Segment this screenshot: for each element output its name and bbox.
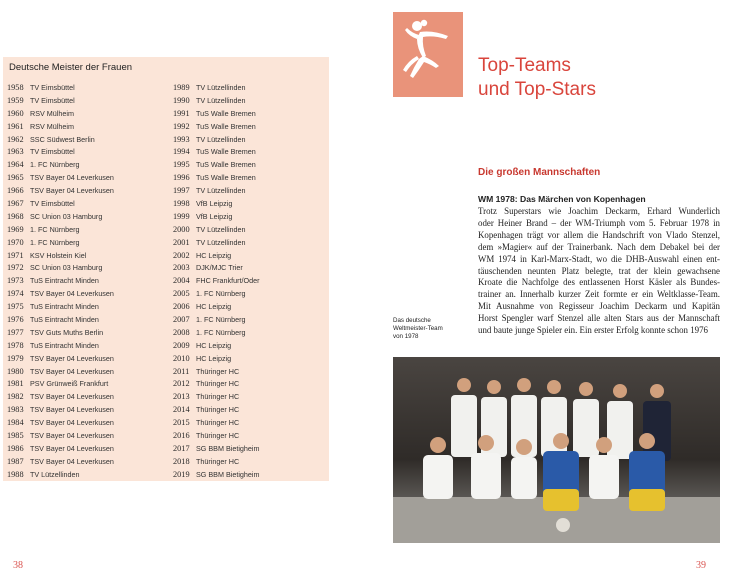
champion-team: SC Union 03 Hamburg	[30, 211, 103, 221]
champion-team: TuS Eintracht Minden	[30, 314, 99, 324]
champion-team: TSV Bayer 04 Leverkusen	[30, 430, 114, 440]
champion-team: Thüringer HC	[196, 430, 240, 440]
champion-team: 1. FC Nürnberg	[196, 314, 246, 324]
champion-team: KSV Holstein Kiel	[30, 250, 87, 260]
champion-row	[7, 390, 114, 403]
champion-row	[173, 249, 260, 262]
champion-row	[7, 455, 114, 468]
article-line: dem »Magier« auf der Trainerbank. Nach dem Debakel bei der	[478, 241, 720, 252]
champion-year: 2008	[173, 327, 190, 337]
champion-team: TV Eimsbüttel	[30, 198, 75, 208]
champion-year: 1965	[7, 173, 24, 183]
champion-team: TuS Walle Bremen	[196, 147, 256, 157]
champion-row	[7, 416, 114, 429]
section-title-line-2: und Top-Stars	[478, 79, 596, 100]
champion-year: 2010	[173, 353, 190, 363]
champion-row	[173, 223, 260, 236]
champion-row	[173, 390, 260, 403]
champion-row	[7, 377, 114, 390]
article-line: Kopenhagen trägt vor allem die Handschrift von Vlado Stenzel,	[478, 229, 720, 240]
champion-team: HC Leipzig	[196, 250, 232, 260]
section-title	[478, 54, 718, 102]
champion-team: TV Eimsbüttel	[30, 82, 75, 92]
champion-team: Thüringer HC	[196, 392, 240, 402]
champion-row	[7, 145, 114, 158]
champion-team: TV Lützellinden	[196, 237, 246, 247]
subheading: Die großen Mannschaften	[478, 167, 601, 178]
champion-year: 1987	[7, 456, 24, 466]
champion-year: 1980	[7, 366, 24, 376]
champion-year: 2013	[173, 392, 190, 402]
champion-year: 1997	[173, 186, 190, 196]
champion-row	[7, 158, 114, 171]
champion-team: TuS Walle Bremen	[196, 173, 256, 183]
champion-year: 1990	[173, 95, 190, 105]
champion-year: 2014	[173, 405, 190, 415]
champion-row	[7, 429, 114, 442]
champion-team: DJK/MJC Trier	[196, 263, 243, 273]
champion-team: TSV Guts Muths Berlin	[30, 327, 104, 337]
champion-year: 2012	[173, 379, 190, 389]
champion-row	[173, 145, 260, 158]
champion-row	[173, 274, 260, 287]
champion-year: 2018	[173, 456, 190, 466]
champion-team: Thüringer HC	[196, 456, 240, 466]
champion-year: 1969	[7, 224, 24, 234]
champion-row	[7, 403, 114, 416]
champion-year: 1978	[7, 340, 24, 350]
champion-team: SC Union 03 Hamburg	[30, 263, 103, 273]
champion-team: FHC Frankfurt/Oder	[196, 276, 260, 286]
article-line: trainer an. Innerhalb kurzer Zeit formte er ein Weltklasse-Team.	[478, 289, 720, 300]
champion-row	[173, 416, 260, 429]
champion-team: TSV Bayer 04 Leverkusen	[30, 353, 114, 363]
champion-row	[173, 171, 260, 184]
champion-row	[7, 352, 114, 365]
champion-row	[173, 120, 260, 133]
champion-row	[7, 210, 114, 223]
article-line: WM 1974 in Karl-Marx-Stadt, wo die DHB-Auswahl einen ent-	[478, 253, 720, 264]
champion-year: 2001	[173, 237, 190, 247]
champion-year: 1963	[7, 147, 24, 157]
champion-team: TuS Eintracht Minden	[30, 302, 99, 312]
champion-row	[7, 223, 114, 236]
article-line: Kroate die Nachfolge des entlassenen Horst Käsler als Bundes-	[478, 277, 720, 288]
champion-year: 1992	[173, 121, 190, 131]
champion-row	[173, 403, 260, 416]
champion-team: TuS Eintracht Minden	[30, 276, 99, 286]
champion-team: Thüringer HC	[196, 405, 240, 415]
champion-year: 1998	[173, 198, 190, 208]
champion-row	[7, 120, 114, 133]
caption-line: Weltmeister-Team	[393, 325, 443, 333]
champion-row	[173, 442, 260, 455]
champion-team: TV Lützellinden	[196, 95, 246, 105]
champion-team: SSC Südwest Berlin	[30, 134, 95, 144]
champion-row	[173, 107, 260, 120]
champion-year: 1966	[7, 186, 24, 196]
champion-team: SG BBM Bietigheim	[196, 469, 260, 479]
champion-year: 1959	[7, 95, 24, 105]
handball-player-icon	[393, 12, 463, 97]
champion-team: VfB Leipzig	[196, 211, 233, 221]
champion-year: 2004	[173, 276, 190, 286]
champion-row	[173, 300, 260, 313]
champion-row	[173, 133, 260, 146]
champion-year: 1974	[7, 289, 24, 299]
champion-team: Thüringer HC	[196, 418, 240, 428]
champion-year: 1984	[7, 418, 24, 428]
champion-team: Thüringer HC	[196, 379, 240, 389]
article-body	[478, 206, 720, 337]
champion-year: 2005	[173, 289, 190, 299]
champion-row	[173, 326, 260, 339]
champion-row	[7, 442, 114, 455]
article-line: täuschenden neunten Platz belegte, trat der klein gewachsene	[478, 265, 720, 276]
page-number-left: 38	[13, 560, 23, 571]
champion-year: 1958	[7, 82, 24, 92]
champion-row	[7, 236, 114, 249]
champion-row	[173, 81, 260, 94]
champion-year: 1986	[7, 443, 24, 453]
champion-row	[7, 261, 114, 274]
team-photo	[393, 357, 720, 543]
champion-team: TSV Bayer 04 Leverkusen	[30, 186, 114, 196]
champion-row	[173, 236, 260, 249]
champion-row	[173, 287, 260, 300]
champion-row	[173, 94, 260, 107]
champion-row	[7, 81, 114, 94]
champion-year: 1961	[7, 121, 24, 131]
photo-caption	[393, 317, 473, 342]
champion-year: 1964	[7, 160, 24, 170]
champion-year: 2003	[173, 263, 190, 273]
article-line: oder Heiner Brand – der WM-Triumph vom 5. Februar 1978 in	[478, 217, 720, 228]
champion-team: TV Lützellinden	[196, 82, 246, 92]
champion-year: 2011	[173, 366, 190, 376]
champion-year: 2016	[173, 430, 190, 440]
table-title: Deutsche Meister der Frauen	[9, 62, 133, 73]
champion-team: TuS Walle Bremen	[196, 121, 256, 131]
left-page	[0, 0, 362, 583]
champion-row	[7, 300, 114, 313]
champion-row	[7, 184, 114, 197]
champion-year: 1973	[7, 276, 24, 286]
champion-year: 1999	[173, 211, 190, 221]
champion-team: TV Lützellinden	[196, 134, 246, 144]
article-line: Mit Ausnahme von Regisseur Joachim Deckarm und Kapitän	[478, 301, 720, 312]
champion-team: TV Eimsbüttel	[30, 95, 75, 105]
champion-row	[173, 352, 260, 365]
champion-team: TV Lützellinden	[30, 469, 80, 479]
champion-year: 1971	[7, 250, 24, 260]
article-line: Horst Spengler warf Stenzel alle alten Stars aus der Mannschaft	[478, 313, 720, 324]
champion-team: TV Eimsbüttel	[30, 147, 75, 157]
champion-year: 1982	[7, 392, 24, 402]
champion-year: 1962	[7, 134, 24, 144]
champion-team: TV Lützellinden	[196, 186, 246, 196]
champion-row	[7, 339, 114, 352]
champion-year: 2017	[173, 443, 190, 453]
champion-row	[173, 261, 260, 274]
champions-table	[3, 57, 329, 481]
page-number-right: 39	[696, 560, 706, 571]
champion-row	[7, 287, 114, 300]
champion-year: 1989	[173, 82, 190, 92]
champion-year: 1994	[173, 147, 190, 157]
champion-team: 1. FC Nürnberg	[196, 327, 246, 337]
champion-year: 2009	[173, 340, 190, 350]
champion-team: HC Leipzig	[196, 340, 232, 350]
champion-row	[173, 313, 260, 326]
champion-team: TSV Bayer 04 Leverkusen	[30, 418, 114, 428]
champions-column-1989-2019	[173, 81, 260, 481]
champion-year: 2015	[173, 418, 190, 428]
champion-year: 1988	[7, 469, 24, 479]
champion-row	[7, 133, 114, 146]
champion-year: 1981	[7, 379, 24, 389]
champion-team: TSV Bayer 04 Leverkusen	[30, 392, 114, 402]
champion-team: Thüringer HC	[196, 366, 240, 376]
champion-team: TV Lützellinden	[196, 224, 246, 234]
champion-team: TuS Walle Bremen	[196, 160, 256, 170]
champion-row	[7, 274, 114, 287]
champion-year: 1995	[173, 160, 190, 170]
champion-year: 2019	[173, 469, 190, 479]
champion-team: SG BBM Bietigheim	[196, 443, 260, 453]
champion-team: HC Leipzig	[196, 302, 232, 312]
champion-year: 1960	[7, 108, 24, 118]
champion-row	[7, 171, 114, 184]
champion-team: 1. FC Nürnberg	[30, 237, 80, 247]
champion-team: TSV Bayer 04 Leverkusen	[30, 366, 114, 376]
champion-year: 1970	[7, 237, 24, 247]
champions-column-1958-1988	[7, 81, 114, 481]
champion-row	[173, 158, 260, 171]
champion-row	[7, 468, 114, 481]
article-heading: WM 1978: Das Märchen von Kopenhagen	[478, 194, 646, 204]
champion-row	[173, 197, 260, 210]
caption-line: Das deutsche	[393, 317, 431, 324]
champion-row	[7, 249, 114, 262]
champion-team: RSV Mülheim	[30, 121, 74, 131]
champion-year: 2002	[173, 250, 190, 260]
champion-row	[7, 94, 114, 107]
champion-row	[173, 468, 260, 481]
champion-team: TSV Bayer 04 Leverkusen	[30, 405, 114, 415]
article-line: Trotz Superstars wie Joachim Deckarm, Erhard Wunderlich	[478, 206, 720, 216]
champion-team: 1. FC Nürnberg	[30, 224, 80, 234]
champion-team: VfB Leipzig	[196, 198, 233, 208]
champion-row	[7, 197, 114, 210]
champion-year: 1967	[7, 198, 24, 208]
champion-year: 2000	[173, 224, 190, 234]
champion-year: 2007	[173, 314, 190, 324]
champion-team: TSV Bayer 04 Leverkusen	[30, 443, 114, 453]
champion-row	[173, 377, 260, 390]
champion-team: RSV Mülheim	[30, 108, 74, 118]
champion-year: 1975	[7, 302, 24, 312]
champion-row	[173, 455, 260, 468]
champion-row	[173, 339, 260, 352]
champion-team: 1. FC Nürnberg	[30, 160, 80, 170]
article-line: und baute junge Spieler ein. Ein erster Erfolg konnte schon 1976	[478, 325, 708, 336]
champion-year: 1968	[7, 211, 24, 221]
champion-year: 2006	[173, 302, 190, 312]
champion-year: 1972	[7, 263, 24, 273]
champion-year: 1993	[173, 134, 190, 144]
champion-team: TSV Bayer 04 Leverkusen	[30, 173, 114, 183]
champion-row	[173, 184, 260, 197]
champion-team: 1. FC Nürnberg	[196, 289, 246, 299]
champion-year: 1977	[7, 327, 24, 337]
section-title-line-1: Top-Teams	[478, 55, 571, 76]
champion-row	[173, 365, 260, 378]
champion-year: 1983	[7, 405, 24, 415]
champion-year: 1979	[7, 353, 24, 363]
champion-team: TSV Bayer 04 Leverkusen	[30, 456, 114, 466]
champion-year: 1996	[173, 173, 190, 183]
champion-team: TuS Eintracht Minden	[30, 340, 99, 350]
champion-year: 1985	[7, 430, 24, 440]
champion-year: 1976	[7, 314, 24, 324]
champion-team: TuS Walle Bremen	[196, 108, 256, 118]
champion-team: HC Leipzig	[196, 353, 232, 363]
champion-year: 1991	[173, 108, 190, 118]
champion-row	[7, 107, 114, 120]
champion-row	[173, 210, 260, 223]
champion-row	[7, 326, 114, 339]
champion-team: PSV Grünweiß Frankfurt	[30, 379, 109, 389]
caption-line: von 1978	[393, 333, 419, 341]
champion-row	[7, 313, 114, 326]
champion-row	[7, 365, 114, 378]
champion-team: TSV Bayer 04 Leverkusen	[30, 289, 114, 299]
champion-row	[173, 429, 260, 442]
